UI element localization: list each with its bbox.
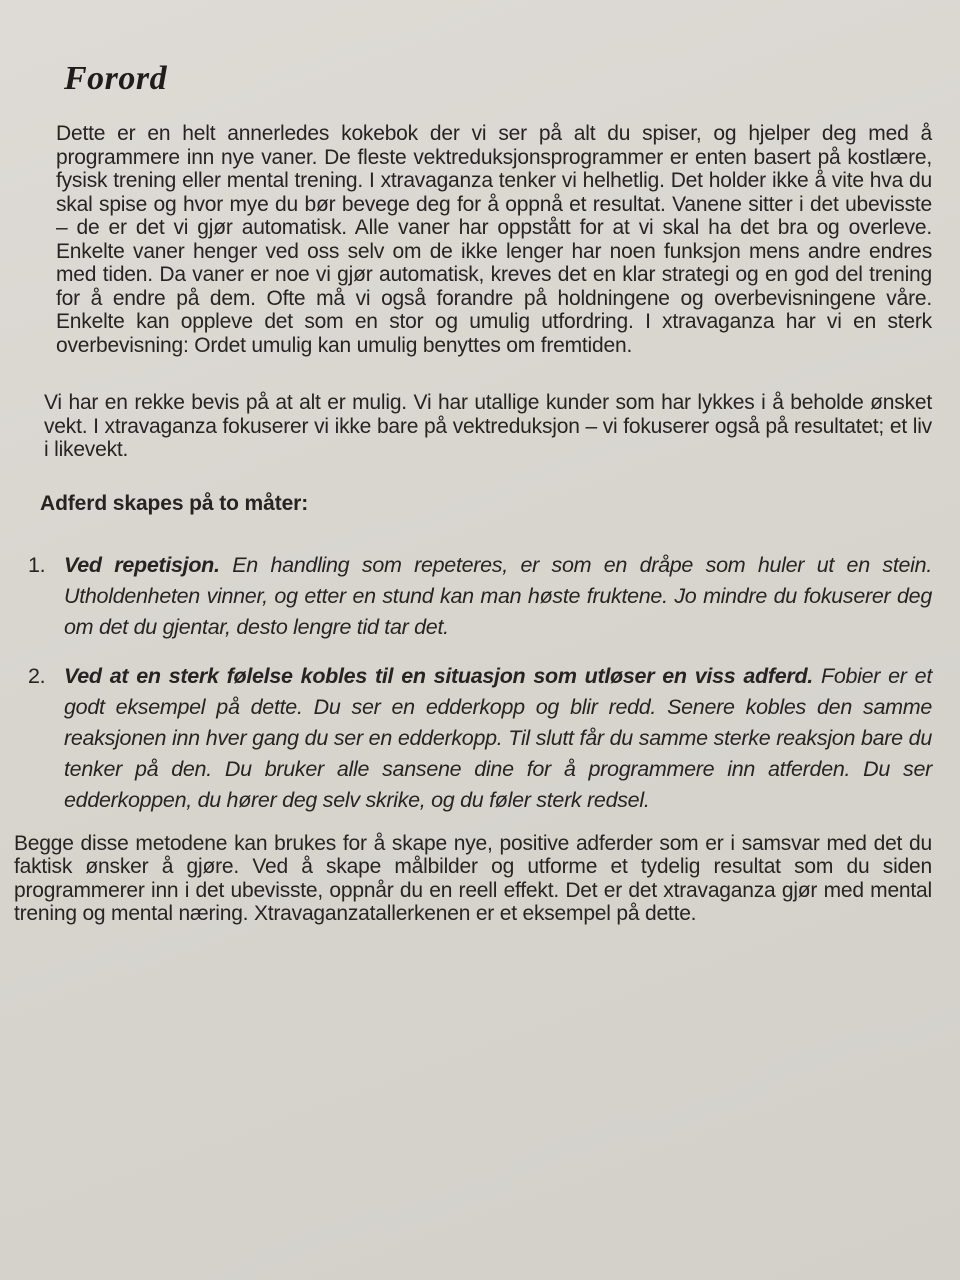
intro-paragraph: Dette er en helt annerledes kokebok der vi ser på alt du spiser, og hjelper deg med å programmere inn nye vaner. De fleste vektreduksjonsprogrammer er enten basert på kostlære, fysisk trening eller mental trening. I xtravaganza tenker vi helhetlig. Det holder ikke å vite hva du skal spise og hvor mye du bør bevege deg for å oppnå et resultat. Vanene sitter i det ubevisste – de er det vi gjør automatisk. Alle vaner har oppstått for at vi skal ha det bra og overleve. Enkelte vaner henger ved oss selv om de ikke lenger har noen funksjon mens andre endres med tiden. Da vaner er noe vi gjør automatisk, kreves det en klar strategi og en god del trening for å endre på dem. Ofte må vi også forandre på holdningene og overbevisningene våre. Enkelte kan oppleve det som en stor og umulig utfordring. I xtravaganza har vi en sterk overbevisning: Ordet umulig kan umulig benyttes om fremtiden.: [56, 122, 932, 357]
page-title: Forord: [64, 60, 168, 97]
behavior-list: [28, 550, 932, 816]
list-item-number: 2.: [28, 663, 46, 688]
list-item-lead: Ved repetisjon.: [64, 552, 220, 577]
list-item-lead: Ved at en sterk følelse kobles til en situasjon som utløser en viss adferd.: [64, 663, 813, 688]
list-item-number: 1.: [28, 552, 46, 577]
list-item-text: En handling som repeteres, er som en dråpe som huler ut en stein. Utholdenheten vinner, og etter en stund kan man høste fruktene. Jo mindre du fokuserer deg om det du gjentar, desto lengre tid tar det.: [64, 552, 932, 639]
section-heading: Adferd skapes på to måter:: [40, 491, 309, 515]
list-item: [28, 550, 932, 643]
list-item: [28, 661, 932, 816]
methods-paragraph: Begge disse metodene kan brukes for å skape nye, positive adferder som er i samsvar med det du faktisk ønsker å gjøre. Ved å skape målbilder og utforme et tydelig resultat som du siden programmerer inn i det ubevisste, oppnår du en reell effekt. Det er det xtravaganza gjør med mental trening og mental næring. Xtravaganzatallerkenen er et eksempel på dette.: [14, 831, 932, 925]
evidence-paragraph: Vi har en rekke bevis på at alt er mulig. Vi har utallige kunder som har lykkes i å beholde ønsket vekt. I xtravaganza fokuserer vi ikke bare på vektreduksjon – vi fokuserer også på resultatet; et liv i likevekt.: [44, 391, 932, 461]
list-item-text: Fobier er et godt eksempel på dette. Du ser en edderkopp og blir redd. Senere kobles den samme reaksjonen inn hver gang du ser en edderkopp. Til slutt får du samme sterke reaksjon bare du tenker på den. Du bruker alle sansene dine for å programmere inn atferden. Du ser edderkoppen, du hører deg selv skrike, og du føler sterk redsel.: [64, 663, 932, 812]
